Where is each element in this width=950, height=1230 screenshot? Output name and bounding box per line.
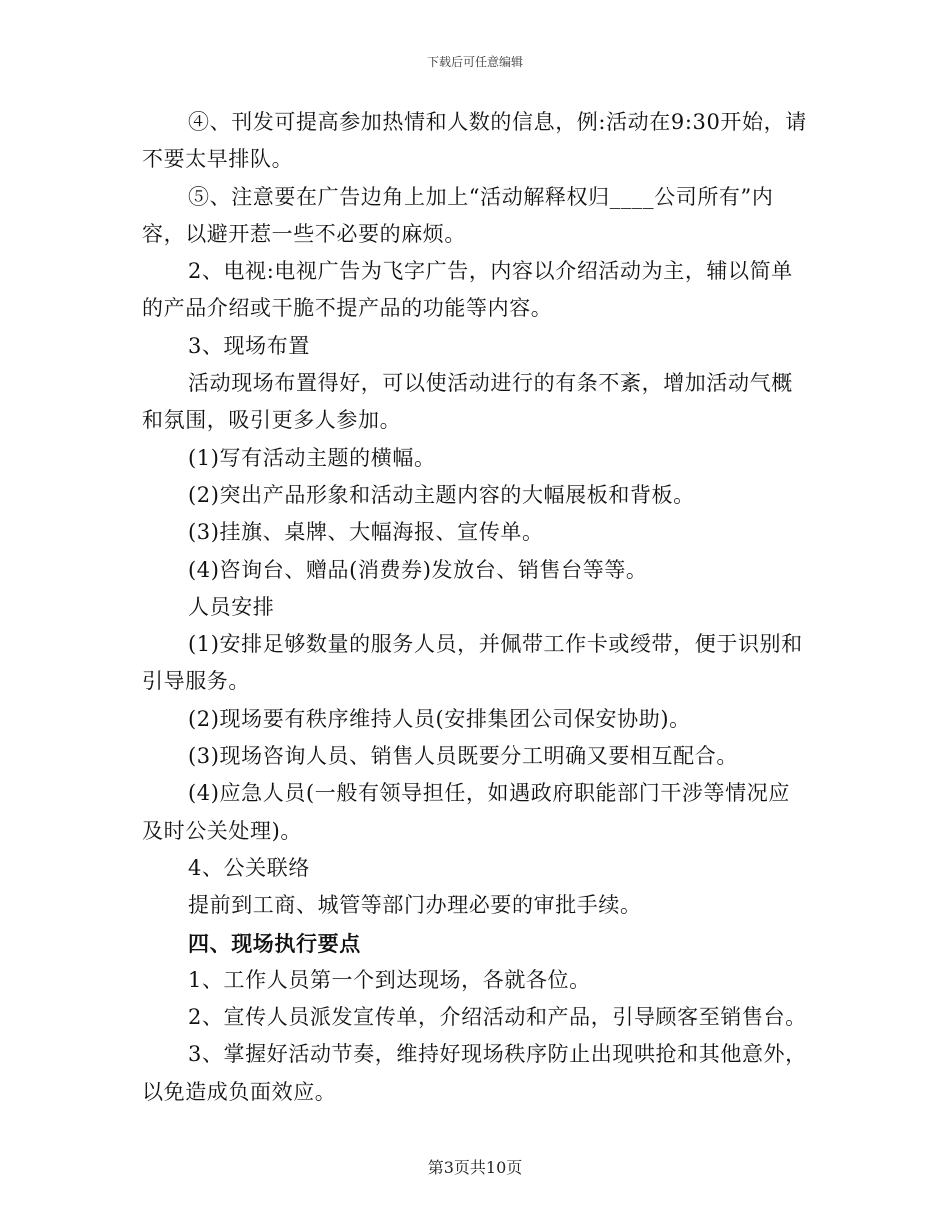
paragraph-5: 活动现场布置得好，可以使活动进行的有条不紊，增加活动气概和氛围，吸引更多人参加。: [142, 371, 793, 433]
paragraph-16: 提前到工商、城管等部门办理必要的审批手续。: [188, 893, 642, 918]
staff-item-4: (4)应急人员(一般有领导担任，如遇政府职能部门干涉等情况应及时公关处理)。: [142, 781, 790, 843]
paragraph-3: 2、电视:电视广告为飞字广告，内容以介绍活动为主，辅以简单的产品介绍或干脆不提产品的功能等内容。: [142, 259, 793, 321]
chapter-heading-4: 四、现场执行要点: [188, 930, 361, 956]
list-item-1: (1)写有活动主题的横幅。: [188, 445, 436, 470]
staff-item-2: (2)现场要有秩序维持人员(安排集团公司保安协助)。: [188, 706, 691, 731]
list-item-2: (2)突出产品形象和活动主题内容的大幅展板和背板。: [188, 482, 695, 507]
execution-item-3: 3、掌握好活动节奏，维持好现场秩序防止出现哄抢和其他意外，以免造成负面效应。: [142, 1042, 807, 1104]
section-heading-3: 3、现场布置: [188, 333, 310, 358]
paragraph-1: ④、刊发可提高参加热情和人数的信息，例:活动在9:30开始，请不要太早排队。: [142, 110, 807, 172]
document-body: [142, 104, 808, 1111]
staff-item-1: (1)安排足够数量的服务人员，并佩带工作卡或绶带，便于识别和引导服务。: [142, 632, 803, 694]
execution-item-1: 1、工作人员第一个到达现场，各就各位。: [188, 967, 591, 992]
staff-item-3: (3)现场咨询人员、销售人员既要分工明确又要相互配合。: [188, 744, 738, 769]
page-footer: 第3页共10页: [427, 1158, 523, 1177]
subheading-staffing: 人员安排: [188, 594, 275, 619]
paragraph-2: ⑤、注意要在广告边角上加上“活动解释权归____公司所有”内容，以避开惹一些不必要的麻烦。: [142, 184, 774, 246]
section-heading-4: 4、公关联络: [188, 855, 310, 880]
list-item-3: (3)挂旗、桌牌、大幅海报、宣传单。: [188, 520, 544, 545]
page-header: 下载后可任意编辑: [426, 55, 523, 69]
list-item-4: (4)咨询台、赠品(消费券)发放台、销售台等等。: [188, 557, 648, 582]
execution-item-2: 2、宣传人员派发宣传单，介绍活动和产品，引导顾客至销售台。: [188, 1005, 807, 1030]
